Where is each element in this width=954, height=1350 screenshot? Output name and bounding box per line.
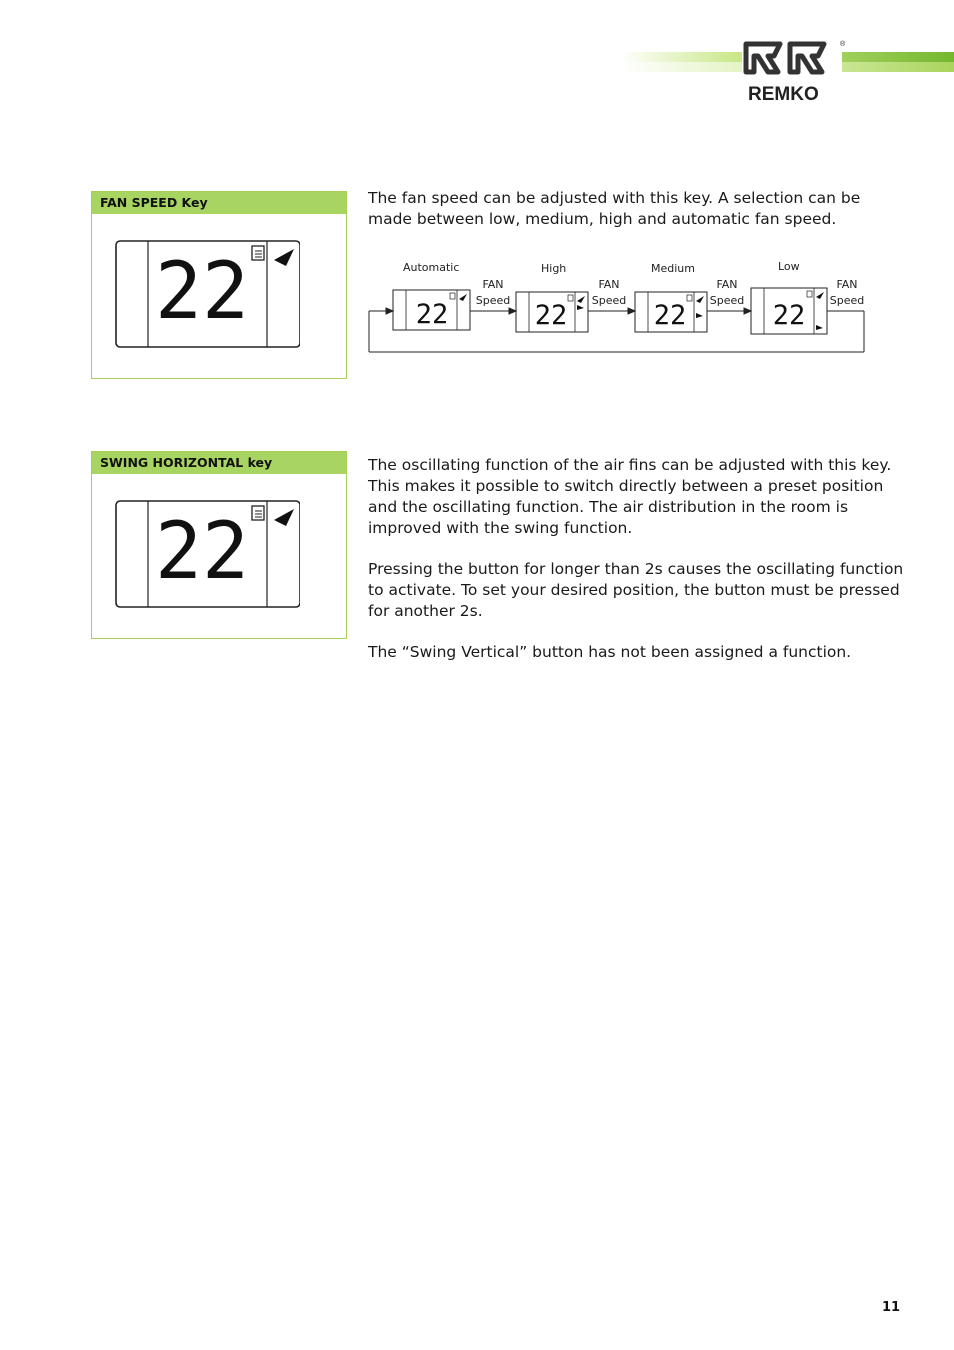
swing-panel-title: SWING HORIZONTAL key <box>92 452 346 474</box>
logo-wordmark: REMKO <box>748 84 819 105</box>
svg-text:22: 22 <box>772 300 806 331</box>
lcd-temperature: 22 <box>155 507 249 597</box>
mode-label-medium: Medium <box>651 262 695 275</box>
swing-paragraph-1: The oscillating function of the air fins can be adjusted with this key. This makes it possible to switch directly between a preset position and the oscillating function. The air distribution in the room is improved with the swing function. <box>368 456 892 537</box>
swing-paragraph-2: Pressing the button for longer than 2s causes the oscillating function to activate. To set your desired position, the button must be pressed for another 2s. <box>368 560 904 620</box>
fan-speed-key-label-3: FAN Speed <box>709 278 745 307</box>
fan-speed-key-label-4: FAN Speed <box>829 278 865 307</box>
cycle-display-medium <box>635 292 707 332</box>
fan-speed-lcd-display <box>114 238 300 348</box>
cycle-display-low <box>751 288 827 334</box>
svg-text:22: 22 <box>415 299 449 330</box>
lcd-temperature: 22 <box>155 247 249 337</box>
registered-mark: ® <box>840 41 846 48</box>
cycle-display-automatic <box>393 290 470 330</box>
fan-speed-panel-title: FAN SPEED Key <box>92 192 346 214</box>
page-number: 11 <box>882 1300 901 1315</box>
fan-speed-panel <box>91 191 347 379</box>
document-icon <box>252 246 264 260</box>
mode-label-high: High <box>541 262 567 275</box>
mode-label-automatic: Automatic <box>403 261 460 274</box>
fan-speed-key-label-2: FAN Speed <box>591 278 627 307</box>
remko-logo <box>740 38 850 108</box>
document-icon <box>252 506 264 520</box>
swing-horizontal-panel <box>91 451 347 639</box>
fan-speed-cycle-diagram <box>366 258 868 358</box>
swing-lcd-display <box>114 498 300 608</box>
mode-label-low: Low <box>778 260 800 273</box>
svg-text:22: 22 <box>534 300 568 331</box>
svg-text:22: 22 <box>653 300 687 331</box>
fan-speed-description: The fan speed can be adjusted with this key. A selection can be made between low, medium, high and automatic fan speed. <box>368 189 861 228</box>
swing-paragraph-3: The “Swing Vertical” button has not been assigned a function. <box>368 643 852 661</box>
cycle-display-high <box>516 292 588 332</box>
fan-speed-key-label-1: FAN Speed <box>475 278 511 307</box>
swing-description <box>368 455 908 683</box>
